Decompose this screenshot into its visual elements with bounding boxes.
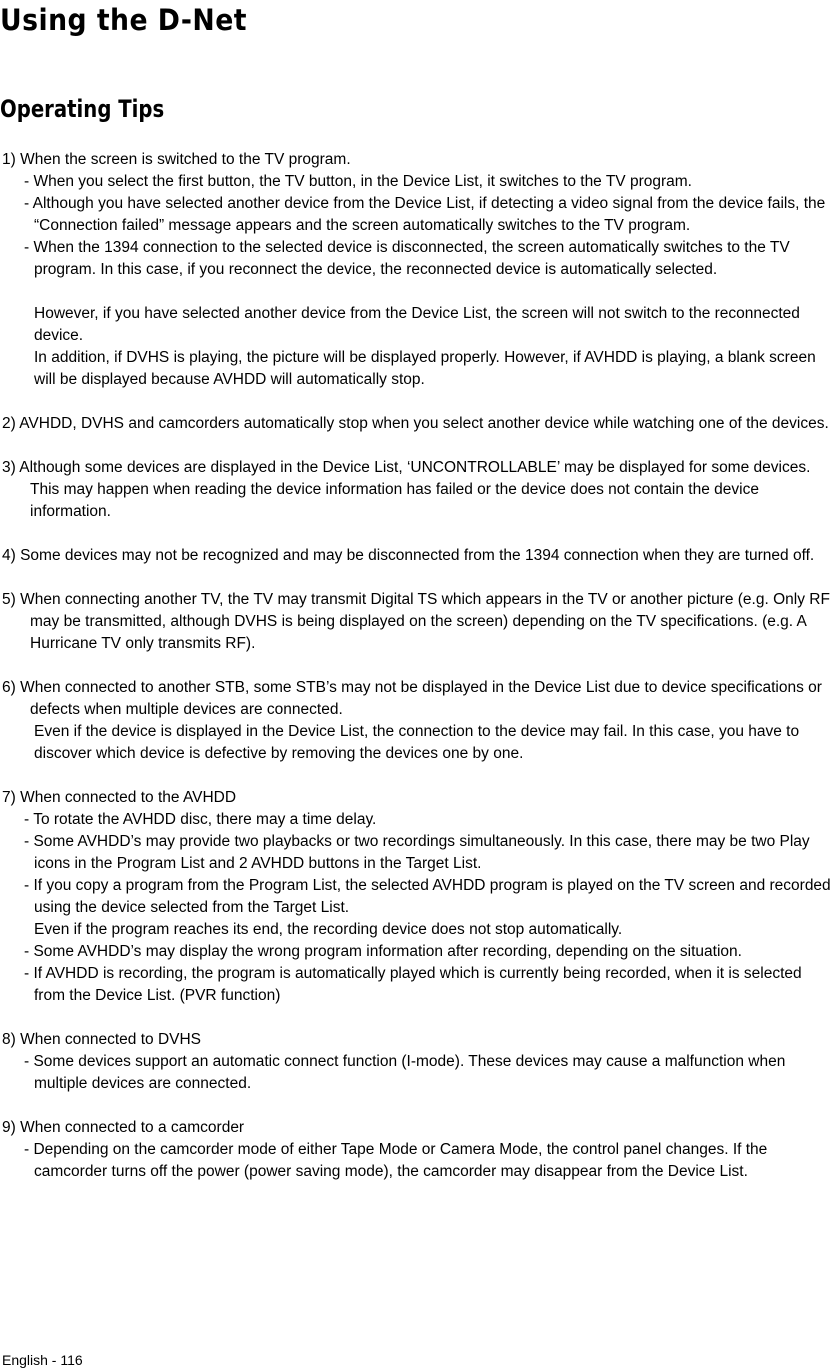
tip-1: [2, 149, 835, 391]
tip-6: [2, 677, 835, 765]
tip-bullet: - When the 1394 connection to the selected device is disconnected, the screen automatically switches to the TV program. In this case, if you reconnect the device, the reconnected device is automatically selected.: [24, 239, 790, 278]
tip-bullet: - If AVHDD is recording, the program is automatically played which is currently being recorded, when it is selected from the Device List. (PVR function): [24, 965, 802, 1004]
tip-bullet: - Depending on the camcorder mode of either Tape Mode or Camera Mode, the control panel changes. If the camcorder turns off the power (power saving mode), the camcorder may disappear from the Device List.: [24, 1141, 768, 1180]
tip-3: [2, 457, 835, 523]
tip-bullet: - Some devices support an automatic connect function (I-mode). These devices may cause a malfunction when multiple devices are connected.: [24, 1053, 786, 1092]
tip-heading: 4) Some devices may not be recognized and may be disconnected from the 1394 connection when they are turned off.: [2, 547, 815, 564]
tip-paragraph: In addition, if DVHS is playing, the picture will be displayed properly. However, if AVHDD is playing, a blank screen will be displayed because AVHDD will automatically stop.: [34, 349, 816, 388]
tips-list: [2, 149, 835, 1205]
tip-heading: 1) When the screen is switched to the TV program.: [2, 151, 351, 168]
page-title: Using the D-Net: [0, 3, 248, 37]
tip-7: [2, 787, 835, 1007]
tip-heading: 5) When connecting another TV, the TV may transmit Digital TS which appears in the TV or another picture (e.g. Only RF may be transmitted, although DVHS is being displayed on the screen) depending on the TV specifications. (e.g. A Hurricane TV only transmits RF).: [2, 591, 830, 652]
tip-bullet: - Although you have selected another device from the Device List, if detecting a video signal from the device fails, the “Connection failed” message appears and the screen automatically switches to the TV program.: [24, 195, 826, 234]
tip-heading: 3) Although some devices are displayed in the Device List, ‘UNCONTROLLABLE’ may be displayed for some devices. This may happen when reading the device information has failed or the device does not contain the device information.: [2, 459, 811, 520]
tip-heading: 7) When connected to the AVHDD: [2, 789, 237, 806]
tip-heading: 9) When connected to a camcorder: [2, 1119, 245, 1136]
tip-bullet: - When you select the first button, the TV button, in the Device List, it switches to the TV program.: [24, 173, 692, 190]
tip-bullet: - If you copy a program from the Program List, the selected AVHDD program is played on the TV screen and recorded using the device selected from the Target List.: [24, 877, 831, 916]
tip-5: [2, 589, 835, 655]
tip-paragraph: Even if the program reaches its end, the recording device does not stop automatically.: [34, 921, 623, 938]
tip-heading: 8) When connected to DVHS: [2, 1031, 202, 1048]
section-title: Operating Tips: [0, 95, 165, 123]
page-footer: English - 116: [2, 1352, 83, 1368]
tip-bullet: - Some AVHDD’s may display the wrong program information after recording, depending on the situation.: [24, 943, 742, 960]
tip-heading: 2) AVHDD, DVHS and camcorders automatically stop when you select another device while watching one of the devices.: [2, 415, 829, 432]
tip-paragraph: Even if the device is displayed in the Device List, the connection to the device may fail. In this case, you have to discover which device is defective by removing the devices one by one.: [34, 723, 800, 762]
tip-paragraph: However, if you have selected another device from the Device List, the screen will not switch to the reconnected device.: [34, 305, 800, 344]
tip-9: [2, 1117, 835, 1183]
tip-bullet: - Some AVHDD’s may provide two playbacks or two recordings simultaneously. In this case, there may be two Play icons in the Program List and 2 AVHDD buttons in the Target List.: [24, 833, 810, 872]
tip-8: [2, 1029, 835, 1095]
tip-2: [2, 413, 835, 435]
tip-heading: 6) When connected to another STB, some STB’s may not be displayed in the Device List due to device specifications or defects when multiple devices are connected.: [2, 679, 822, 718]
tip-4: [2, 545, 835, 567]
spacer: [2, 281, 835, 303]
tip-bullet: - To rotate the AVHDD disc, there may a time delay.: [24, 811, 377, 828]
